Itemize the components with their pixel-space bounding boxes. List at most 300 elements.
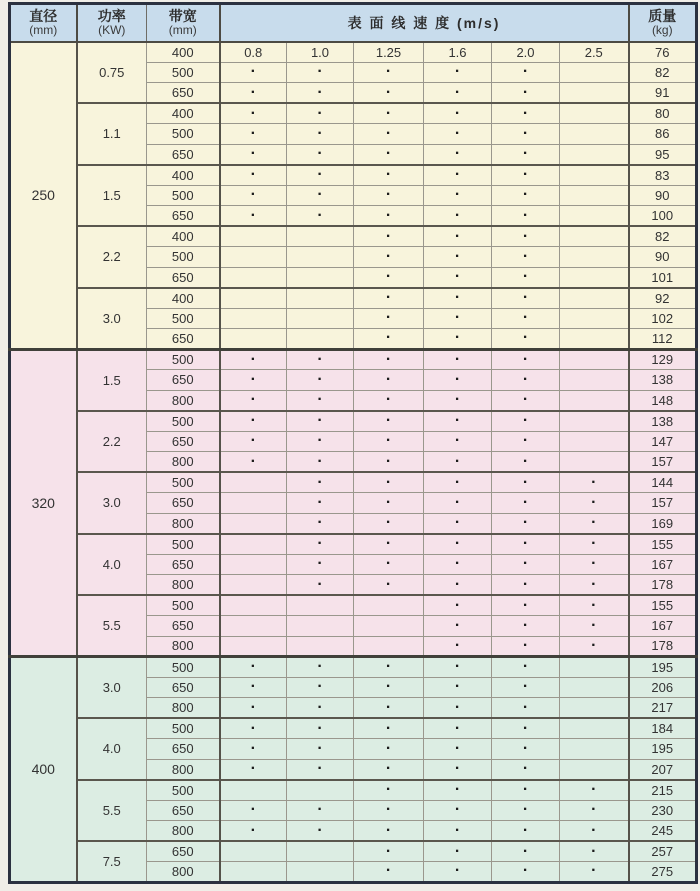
- speed-dot-cell: ·: [492, 390, 560, 411]
- mass-cell: 275: [629, 862, 697, 883]
- speed-dot-cell: ·: [424, 83, 492, 104]
- bandwidth-cell: 500: [147, 308, 220, 329]
- speed-dot-cell: ·: [424, 636, 492, 657]
- mass-cell: 178: [629, 636, 697, 657]
- bandwidth-cell: 650: [147, 493, 220, 514]
- speed-empty-cell: [560, 370, 629, 391]
- speed-dot-cell: ·: [287, 657, 354, 678]
- header-bandwidth: [147, 4, 220, 42]
- speed-dot-cell: ·: [424, 329, 492, 350]
- speed-dot-cell: ·: [287, 452, 354, 473]
- speed-dot-cell: ·: [220, 657, 287, 678]
- mass-cell: 245: [629, 821, 697, 842]
- header-bandwidth-label: 带宽: [168, 7, 197, 24]
- speed-empty-cell: [560, 718, 629, 739]
- speed-dot-cell: ·: [287, 165, 354, 186]
- header-surface-speed: 表 面 线 速 度 (m/s): [220, 4, 629, 42]
- speed-dot-cell: ·: [354, 493, 424, 514]
- power-cell: 1.1: [77, 103, 147, 165]
- bandwidth-cell: 500: [147, 472, 220, 493]
- speed-dot-cell: ·: [287, 513, 354, 534]
- mass-cell: 112: [629, 329, 697, 350]
- speed-empty-cell: [220, 575, 287, 596]
- header-mass-unit: (kg): [651, 22, 673, 37]
- table-row: [10, 349, 697, 370]
- power-cell: 4.0: [77, 718, 147, 780]
- speed-dot-cell: ·: [220, 206, 287, 227]
- speed-dot-cell: ·: [492, 718, 560, 739]
- speed-label-cell: 2.0: [492, 42, 560, 63]
- diameter-cell: 250: [10, 42, 77, 350]
- power-cell: 2.2: [77, 411, 147, 473]
- bandwidth-cell: 500: [147, 349, 220, 370]
- bandwidth-cell: 400: [147, 165, 220, 186]
- speed-dot-cell: ·: [424, 103, 492, 124]
- bandwidth-cell: 800: [147, 575, 220, 596]
- bandwidth-cell: 650: [147, 800, 220, 821]
- speed-label-cell: 1.25: [354, 42, 424, 63]
- speed-dot-cell: ·: [220, 677, 287, 698]
- speed-empty-cell: [560, 226, 629, 247]
- speed-dot-cell: ·: [424, 390, 492, 411]
- mass-cell: 230: [629, 800, 697, 821]
- speed-dot-cell: ·: [492, 185, 560, 206]
- speed-dot-cell: ·: [560, 841, 629, 862]
- speed-dot-cell: ·: [354, 370, 424, 391]
- speed-dot-cell: ·: [492, 452, 560, 473]
- table-row: [10, 42, 697, 63]
- speed-dot-cell: ·: [354, 329, 424, 350]
- speed-dot-cell: ·: [492, 862, 560, 883]
- table-row: [10, 103, 697, 124]
- speed-empty-cell: [560, 124, 629, 145]
- speed-dot-cell: ·: [220, 390, 287, 411]
- header-mass: [629, 4, 697, 42]
- speed-empty-cell: [220, 493, 287, 514]
- mass-cell: 169: [629, 513, 697, 534]
- speed-dot-cell: ·: [220, 800, 287, 821]
- speed-empty-cell: [220, 513, 287, 534]
- speed-dot-cell: ·: [354, 534, 424, 555]
- bandwidth-cell: 800: [147, 821, 220, 842]
- speed-dot-cell: ·: [354, 247, 424, 268]
- speed-dot-cell: ·: [492, 288, 560, 309]
- speed-empty-cell: [220, 554, 287, 575]
- speed-dot-cell: ·: [492, 595, 560, 616]
- speed-dot-cell: ·: [354, 472, 424, 493]
- header-bandwidth-unit: (mm): [168, 22, 197, 37]
- speed-empty-cell: [220, 616, 287, 637]
- bandwidth-cell: 650: [147, 554, 220, 575]
- speed-dot-cell: ·: [424, 677, 492, 698]
- header-diameter: [10, 4, 77, 42]
- speed-dot-cell: ·: [354, 185, 424, 206]
- speed-dot-cell: ·: [354, 698, 424, 719]
- speed-empty-cell: [560, 267, 629, 288]
- speed-dot-cell: ·: [287, 103, 354, 124]
- speed-dot-cell: ·: [424, 841, 492, 862]
- speed-label-cell: 0.8: [220, 42, 287, 63]
- mass-cell: 147: [629, 431, 697, 452]
- bandwidth-cell: 650: [147, 267, 220, 288]
- speed-dot-cell: ·: [354, 431, 424, 452]
- speed-label-cell: 2.5: [560, 42, 629, 63]
- speed-empty-cell: [220, 226, 287, 247]
- speed-dot-cell: ·: [220, 411, 287, 432]
- mass-cell: 138: [629, 411, 697, 432]
- speed-dot-cell: ·: [287, 370, 354, 391]
- speed-empty-cell: [220, 780, 287, 801]
- bandwidth-cell: 400: [147, 226, 220, 247]
- mass-cell: 90: [629, 185, 697, 206]
- speed-dot-cell: ·: [424, 165, 492, 186]
- mass-cell: 206: [629, 677, 697, 698]
- bandwidth-cell: 400: [147, 42, 220, 63]
- speed-dot-cell: ·: [424, 718, 492, 739]
- speed-empty-cell: [287, 780, 354, 801]
- mass-cell: 217: [629, 698, 697, 719]
- speed-dot-cell: ·: [424, 554, 492, 575]
- power-cell: 3.0: [77, 472, 147, 534]
- speed-dot-cell: ·: [287, 698, 354, 719]
- power-cell: 2.2: [77, 226, 147, 288]
- speed-empty-cell: [287, 329, 354, 350]
- bandwidth-cell: 650: [147, 206, 220, 227]
- bandwidth-cell: 650: [147, 616, 220, 637]
- speed-dot-cell: ·: [220, 739, 287, 760]
- speed-dot-cell: ·: [354, 349, 424, 370]
- speed-empty-cell: [287, 247, 354, 268]
- mass-cell: 157: [629, 452, 697, 473]
- speed-dot-cell: ·: [287, 575, 354, 596]
- speed-dot-cell: ·: [424, 821, 492, 842]
- speed-dot-cell: ·: [354, 677, 424, 698]
- bandwidth-cell: 500: [147, 185, 220, 206]
- mass-cell: 167: [629, 616, 697, 637]
- speed-dot-cell: ·: [220, 759, 287, 780]
- speed-dot-cell: ·: [287, 472, 354, 493]
- power-cell: 1.5: [77, 165, 147, 227]
- mass-cell: 76: [629, 42, 697, 63]
- speed-dot-cell: ·: [220, 349, 287, 370]
- diameter-cell: 400: [10, 657, 77, 883]
- speed-dot-cell: ·: [492, 636, 560, 657]
- mass-cell: 129: [629, 349, 697, 370]
- speed-dot-cell: ·: [220, 62, 287, 83]
- speed-empty-cell: [220, 247, 287, 268]
- speed-empty-cell: [220, 534, 287, 555]
- speed-dot-cell: ·: [492, 472, 560, 493]
- speed-dot-cell: ·: [424, 62, 492, 83]
- bandwidth-cell: 800: [147, 452, 220, 473]
- mass-cell: 102: [629, 308, 697, 329]
- speed-dot-cell: ·: [492, 411, 560, 432]
- speed-dot-cell: ·: [287, 534, 354, 555]
- speed-empty-cell: [560, 144, 629, 165]
- speed-empty-cell: [560, 62, 629, 83]
- header-power-unit: (KW): [98, 22, 126, 37]
- mass-cell: 155: [629, 534, 697, 555]
- speed-dot-cell: ·: [492, 370, 560, 391]
- mass-cell: 184: [629, 718, 697, 739]
- bandwidth-cell: 650: [147, 677, 220, 698]
- speed-empty-cell: [220, 308, 287, 329]
- speed-empty-cell: [220, 267, 287, 288]
- speed-dot-cell: ·: [287, 62, 354, 83]
- table-body: [10, 42, 697, 883]
- speed-dot-cell: ·: [354, 103, 424, 124]
- bandwidth-cell: 800: [147, 862, 220, 883]
- speed-dot-cell: ·: [492, 575, 560, 596]
- speed-dot-cell: ·: [287, 800, 354, 821]
- table-row: [10, 165, 697, 186]
- speed-dot-cell: ·: [287, 759, 354, 780]
- speed-dot-cell: ·: [354, 862, 424, 883]
- speed-dot-cell: ·: [424, 759, 492, 780]
- speed-dot-cell: ·: [220, 821, 287, 842]
- speed-label-cell: 1.0: [287, 42, 354, 63]
- speed-empty-cell: [560, 698, 629, 719]
- power-cell: 4.0: [77, 534, 147, 596]
- speed-dot-cell: ·: [424, 144, 492, 165]
- speed-dot-cell: ·: [354, 800, 424, 821]
- speed-empty-cell: [354, 595, 424, 616]
- speed-dot-cell: ·: [220, 718, 287, 739]
- table-header: [10, 4, 697, 42]
- bandwidth-cell: 500: [147, 657, 220, 678]
- mass-cell: 101: [629, 267, 697, 288]
- speed-dot-cell: ·: [354, 62, 424, 83]
- speed-dot-cell: ·: [424, 698, 492, 719]
- speed-dot-cell: ·: [492, 841, 560, 862]
- mass-cell: 83: [629, 165, 697, 186]
- speed-dot-cell: ·: [287, 206, 354, 227]
- speed-dot-cell: ·: [492, 62, 560, 83]
- speed-dot-cell: ·: [492, 513, 560, 534]
- speed-dot-cell: ·: [354, 575, 424, 596]
- speed-empty-cell: [560, 390, 629, 411]
- speed-dot-cell: ·: [424, 370, 492, 391]
- speed-dot-cell: ·: [424, 206, 492, 227]
- speed-dot-cell: ·: [287, 718, 354, 739]
- power-cell: 0.75: [77, 42, 147, 104]
- speed-empty-cell: [220, 595, 287, 616]
- speed-dot-cell: ·: [354, 739, 424, 760]
- speed-dot-cell: ·: [354, 718, 424, 739]
- speed-dot-cell: ·: [354, 83, 424, 104]
- bandwidth-cell: 650: [147, 83, 220, 104]
- speed-dot-cell: ·: [287, 739, 354, 760]
- speed-dot-cell: ·: [354, 226, 424, 247]
- speed-dot-cell: ·: [424, 452, 492, 473]
- header-diameter-label: 直径: [29, 7, 58, 24]
- speed-dot-cell: ·: [424, 411, 492, 432]
- speed-dot-cell: ·: [424, 513, 492, 534]
- speed-dot-cell: ·: [424, 308, 492, 329]
- speed-empty-cell: [220, 472, 287, 493]
- speed-dot-cell: ·: [220, 698, 287, 719]
- header-power-label: 功率: [97, 7, 126, 24]
- mass-cell: 157: [629, 493, 697, 514]
- speed-dot-cell: ·: [287, 185, 354, 206]
- bandwidth-cell: 500: [147, 62, 220, 83]
- speed-dot-cell: ·: [220, 124, 287, 145]
- speed-dot-cell: ·: [354, 124, 424, 145]
- speed-dot-cell: ·: [492, 165, 560, 186]
- speed-empty-cell: [560, 308, 629, 329]
- speed-empty-cell: [560, 185, 629, 206]
- bandwidth-cell: 650: [147, 329, 220, 350]
- mass-cell: 167: [629, 554, 697, 575]
- speed-empty-cell: [287, 288, 354, 309]
- bandwidth-cell: 500: [147, 595, 220, 616]
- power-cell: 5.5: [77, 780, 147, 842]
- bandwidth-cell: 400: [147, 103, 220, 124]
- header-diameter-unit: (mm): [29, 22, 58, 37]
- speed-dot-cell: ·: [492, 800, 560, 821]
- speed-dot-cell: ·: [560, 554, 629, 575]
- mass-cell: 155: [629, 595, 697, 616]
- bandwidth-cell: 800: [147, 390, 220, 411]
- speed-dot-cell: ·: [492, 821, 560, 842]
- mass-cell: 95: [629, 144, 697, 165]
- speed-dot-cell: ·: [492, 124, 560, 145]
- speed-dot-cell: ·: [220, 83, 287, 104]
- speed-dot-cell: ·: [354, 513, 424, 534]
- speed-dot-cell: ·: [560, 513, 629, 534]
- speed-dot-cell: ·: [560, 800, 629, 821]
- speed-empty-cell: [354, 616, 424, 637]
- speed-dot-cell: ·: [287, 83, 354, 104]
- speed-dot-cell: ·: [220, 370, 287, 391]
- speed-label-cell: 1.6: [424, 42, 492, 63]
- speed-dot-cell: ·: [287, 144, 354, 165]
- speed-dot-cell: ·: [287, 821, 354, 842]
- speed-dot-cell: ·: [424, 616, 492, 637]
- speed-dot-cell: ·: [492, 493, 560, 514]
- speed-dot-cell: ·: [424, 862, 492, 883]
- speed-dot-cell: ·: [220, 103, 287, 124]
- spec-table: [8, 2, 698, 884]
- speed-dot-cell: ·: [424, 124, 492, 145]
- table-row: [10, 226, 697, 247]
- bandwidth-cell: 500: [147, 780, 220, 801]
- speed-dot-cell: ·: [492, 329, 560, 350]
- speed-dot-cell: ·: [560, 493, 629, 514]
- speed-dot-cell: ·: [287, 390, 354, 411]
- speed-dot-cell: ·: [287, 554, 354, 575]
- bandwidth-cell: 800: [147, 698, 220, 719]
- mass-cell: 257: [629, 841, 697, 862]
- mass-cell: 148: [629, 390, 697, 411]
- speed-dot-cell: ·: [424, 595, 492, 616]
- speed-dot-cell: ·: [492, 144, 560, 165]
- mass-cell: 144: [629, 472, 697, 493]
- speed-dot-cell: ·: [492, 759, 560, 780]
- power-cell: 5.5: [77, 595, 147, 657]
- mass-cell: 195: [629, 657, 697, 678]
- speed-empty-cell: [560, 349, 629, 370]
- speed-dot-cell: ·: [560, 472, 629, 493]
- speed-dot-cell: ·: [354, 657, 424, 678]
- header-mass-label: 质量: [648, 7, 677, 24]
- bandwidth-cell: 500: [147, 247, 220, 268]
- mass-cell: 82: [629, 226, 697, 247]
- mass-cell: 100: [629, 206, 697, 227]
- speed-dot-cell: ·: [354, 390, 424, 411]
- speed-dot-cell: ·: [287, 411, 354, 432]
- speed-dot-cell: ·: [560, 862, 629, 883]
- speed-dot-cell: ·: [424, 349, 492, 370]
- speed-dot-cell: ·: [492, 739, 560, 760]
- speed-dot-cell: ·: [560, 575, 629, 596]
- table-row: [10, 288, 697, 309]
- speed-dot-cell: ·: [220, 144, 287, 165]
- bandwidth-cell: 650: [147, 370, 220, 391]
- speed-dot-cell: ·: [354, 759, 424, 780]
- speed-dot-cell: ·: [287, 431, 354, 452]
- speed-dot-cell: ·: [354, 267, 424, 288]
- speed-dot-cell: ·: [492, 206, 560, 227]
- speed-dot-cell: ·: [424, 247, 492, 268]
- speed-empty-cell: [220, 862, 287, 883]
- speed-empty-cell: [287, 226, 354, 247]
- speed-empty-cell: [220, 841, 287, 862]
- speed-empty-cell: [560, 329, 629, 350]
- speed-dot-cell: ·: [492, 103, 560, 124]
- speed-empty-cell: [560, 206, 629, 227]
- mass-cell: 92: [629, 288, 697, 309]
- speed-dot-cell: ·: [354, 411, 424, 432]
- speed-dot-cell: ·: [492, 698, 560, 719]
- speed-dot-cell: ·: [560, 595, 629, 616]
- mass-cell: 91: [629, 83, 697, 104]
- bandwidth-cell: 500: [147, 718, 220, 739]
- bandwidth-cell: 500: [147, 411, 220, 432]
- speed-dot-cell: ·: [560, 636, 629, 657]
- speed-dot-cell: ·: [424, 431, 492, 452]
- speed-empty-cell: [220, 288, 287, 309]
- bandwidth-cell: 800: [147, 636, 220, 657]
- table-row: [10, 718, 697, 739]
- speed-empty-cell: [287, 841, 354, 862]
- speed-empty-cell: [560, 657, 629, 678]
- diameter-cell: 320: [10, 349, 77, 657]
- speed-dot-cell: ·: [424, 493, 492, 514]
- speed-dot-cell: ·: [424, 800, 492, 821]
- speed-dot-cell: ·: [492, 780, 560, 801]
- mass-cell: 138: [629, 370, 697, 391]
- speed-empty-cell: [220, 636, 287, 657]
- speed-dot-cell: ·: [354, 841, 424, 862]
- speed-dot-cell: ·: [560, 780, 629, 801]
- table-row: [10, 411, 697, 432]
- speed-empty-cell: [560, 288, 629, 309]
- speed-empty-cell: [287, 595, 354, 616]
- speed-dot-cell: ·: [424, 226, 492, 247]
- mass-cell: 80: [629, 103, 697, 124]
- speed-dot-cell: ·: [354, 165, 424, 186]
- speed-empty-cell: [220, 329, 287, 350]
- mass-cell: 215: [629, 780, 697, 801]
- speed-dot-cell: ·: [492, 616, 560, 637]
- speed-dot-cell: ·: [492, 431, 560, 452]
- speed-dot-cell: ·: [354, 452, 424, 473]
- speed-dot-cell: ·: [424, 534, 492, 555]
- speed-dot-cell: ·: [492, 247, 560, 268]
- speed-dot-cell: ·: [424, 739, 492, 760]
- speed-dot-cell: ·: [287, 677, 354, 698]
